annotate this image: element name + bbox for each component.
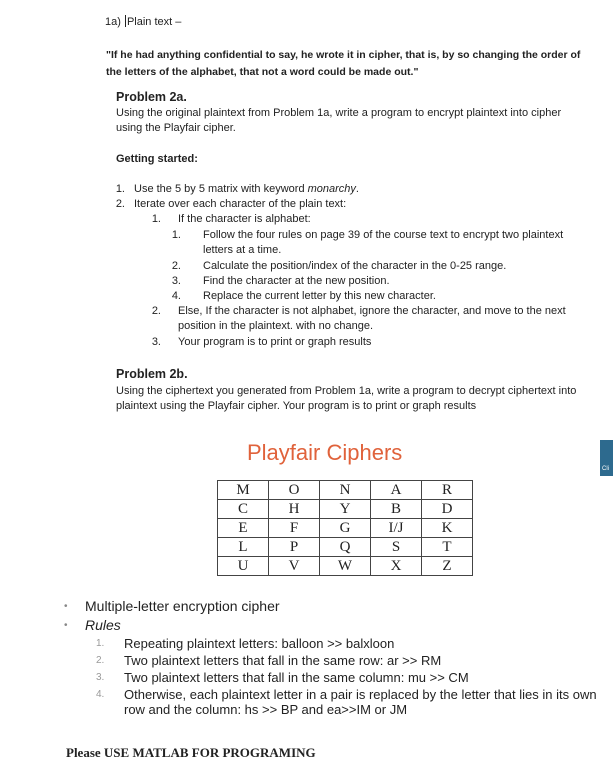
matlab-note: Please USE MATLAB FOR PROGRAMING xyxy=(66,745,316,760)
step-number: 1. xyxy=(115,183,125,195)
rule-3: Two plaintext letters that fall in the same column: mu >> CM xyxy=(124,670,469,685)
matrix-cell: O xyxy=(269,481,320,500)
matrix-row xyxy=(218,481,473,500)
rule-number: 1. xyxy=(96,638,105,649)
step-number: 2. xyxy=(115,198,125,210)
label-prefix: 1a) xyxy=(105,16,124,28)
matrix-cell: N xyxy=(320,481,371,500)
matrix-cell: M xyxy=(218,481,269,500)
matrix-cell: U xyxy=(218,557,269,576)
playfair-title: Playfair Ciphers xyxy=(247,440,403,465)
step-number: 1. xyxy=(171,229,181,241)
matrix-cell: E xyxy=(218,519,269,538)
matrix-row xyxy=(218,557,473,576)
sub-step-3: Your program is to print or graph results xyxy=(178,336,372,348)
edge-tab-label: Cli xyxy=(602,466,609,472)
problem-2a-description: Using the original plaintext from Problem 1a, write a program to encrypt plaintext into cipher using the Playfair cipher. xyxy=(116,107,562,134)
matrix-cell: D xyxy=(422,500,473,519)
getting-started-heading: Getting started: xyxy=(116,153,198,165)
matrix-cell: Z xyxy=(422,557,473,576)
matrix-cell: X xyxy=(371,557,422,576)
matrix-cell: F xyxy=(269,519,320,538)
matrix-cell: I/J xyxy=(371,519,422,538)
matrix-cell: T xyxy=(422,538,473,557)
matrix-cell: W xyxy=(320,557,371,576)
step-number: 1. xyxy=(151,213,161,225)
matrix-cell: H xyxy=(269,500,320,519)
slide-bullet-2: Rules xyxy=(85,617,121,633)
problem-2a-title: Problem 2a. xyxy=(116,90,187,104)
matrix-cell: R xyxy=(422,481,473,500)
rule-4: Otherwise, each plaintext letter in a pair is replaced by the letter that lies in its own row and the column: hs >> BP and ea>>IM or JM xyxy=(124,687,597,717)
matrix-cell: B xyxy=(371,500,422,519)
step-number: 3. xyxy=(171,275,181,287)
sub-step-2: Else, If the character is not alphabet, ignore the character, and move to the next position in the plaintext. with no change. xyxy=(178,305,566,332)
matrix-row xyxy=(218,519,473,538)
sub-sub-step-3: Find the character at the new position. xyxy=(203,275,390,287)
step-number: 4. xyxy=(171,290,181,302)
sub-step-1: If the character is alphabet: xyxy=(178,213,311,225)
problem-1a-label xyxy=(105,15,181,30)
problem-2b-description: Using the ciphertext you generated from Problem 1a, write a program to decrypt ciphertext into plaintext using the Playfair cipher. Your program is to print or graph results xyxy=(116,385,577,412)
step-1 xyxy=(134,182,359,197)
matrix-cell: L xyxy=(218,538,269,557)
plaintext-quote: "If he had anything confidential to say, he wrote it in cipher, that is, by so changing the order of the letters of the alphabet, that not a word could be made out." xyxy=(106,49,581,78)
matrix-cell: Y xyxy=(320,500,371,519)
step-number: 3. xyxy=(151,336,161,348)
sub-sub-step-2: Calculate the position/index of the character in the 0-25 range. xyxy=(203,260,507,272)
matrix-cell: K xyxy=(422,519,473,538)
matrix-cell: A xyxy=(371,481,422,500)
sub-sub-step-4: Replace the current letter by this new character. xyxy=(203,290,436,302)
text-cursor xyxy=(125,15,126,27)
matrix-cell: P xyxy=(269,538,320,557)
step-2: Iterate over each character of the plain text: xyxy=(134,198,347,210)
matrix-cell: G xyxy=(320,519,371,538)
step-number: 2. xyxy=(171,260,181,272)
rule-number: 4. xyxy=(96,689,105,700)
rule-2: Two plaintext letters that fall in the same row: ar >> RM xyxy=(124,653,442,668)
edge-tab xyxy=(600,440,613,476)
playfair-matrix xyxy=(217,480,473,576)
step-1-suffix: . xyxy=(355,183,359,195)
rule-number: 2. xyxy=(96,655,105,666)
label-text: Plain text – xyxy=(126,16,182,28)
matrix-cell: V xyxy=(269,557,320,576)
matrix-cell: Q xyxy=(320,538,371,557)
bullet-icon: • xyxy=(64,601,68,612)
matrix-row xyxy=(218,500,473,519)
sub-sub-step-1: Follow the four rules on page 39 of the course text to encrypt two plaintext letters at a time. xyxy=(203,229,564,256)
rule-number: 3. xyxy=(96,672,105,683)
problem-2b-title: Problem 2b. xyxy=(116,367,188,381)
rule-1: Repeating plaintext letters: balloon >> balxloon xyxy=(124,636,395,651)
step-number: 2. xyxy=(151,305,161,317)
matrix-cell: S xyxy=(371,538,422,557)
bullet-icon: • xyxy=(64,620,68,631)
keyword: monarchy xyxy=(307,183,356,195)
matrix-cell: C xyxy=(218,500,269,519)
step-1-text: Use the 5 by 5 matrix with keyword xyxy=(134,183,308,195)
matrix-row xyxy=(218,538,473,557)
slide-bullet-1: Multiple-letter encryption cipher xyxy=(85,598,280,614)
